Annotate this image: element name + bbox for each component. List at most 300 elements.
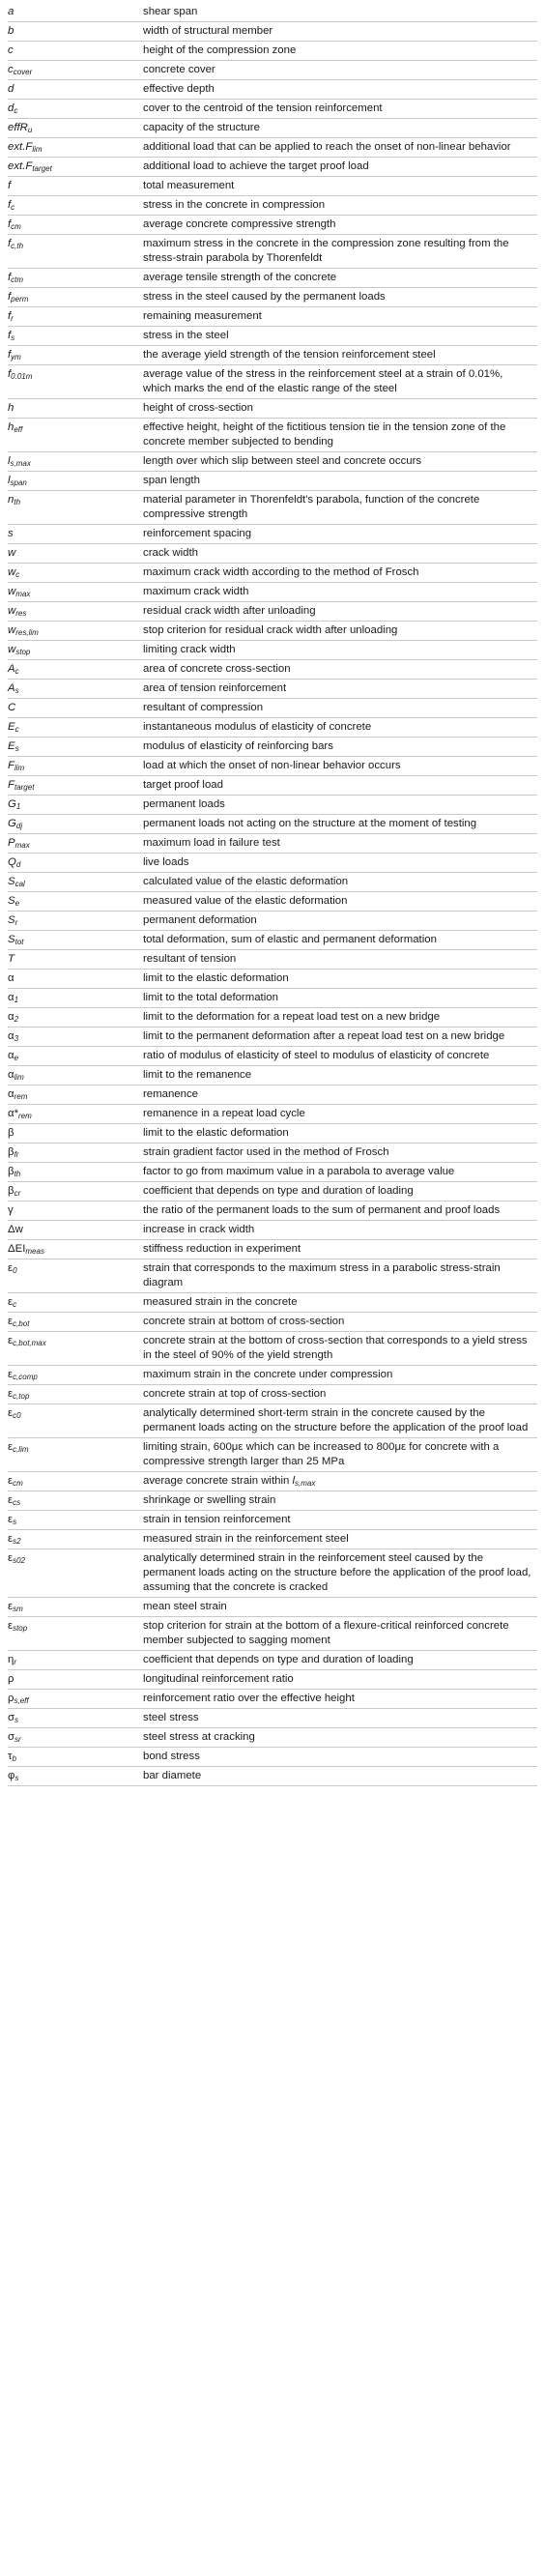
- symbol-base: w: [8, 566, 16, 578]
- definition-cell: [143, 177, 537, 196]
- symbol-base: f: [8, 180, 12, 191]
- notation-row: [8, 1143, 537, 1163]
- notation-row: [8, 1047, 537, 1066]
- definition-text: limiting crack width: [143, 644, 236, 655]
- symbol-cell: [8, 776, 143, 796]
- definition-text: width of structural member: [143, 25, 273, 37]
- notation-row: [8, 950, 537, 970]
- definition-text: resultant of tension: [143, 953, 237, 965]
- symbol-cell: [8, 622, 143, 641]
- symbol-cell: [8, 1293, 143, 1313]
- notation-row: [8, 1549, 537, 1598]
- symbol-subscript: d: [15, 860, 21, 869]
- definition-cell: [143, 1651, 537, 1670]
- definition-text: maximum crack width according to the method of Frosch: [143, 566, 419, 578]
- symbol-cell: [8, 1028, 143, 1047]
- symbol-base: F: [8, 760, 14, 771]
- symbol-base: ε: [8, 1601, 14, 1612]
- symbol-cell: [8, 1404, 143, 1438]
- definition-cell: [143, 1728, 537, 1748]
- symbol-subscript: cs: [13, 1498, 21, 1507]
- notation-row: [8, 1709, 537, 1728]
- symbol-cell: [8, 1651, 143, 1670]
- symbol-base: f: [8, 330, 12, 341]
- definition-cell: [143, 796, 537, 815]
- notation-row: [8, 1332, 537, 1366]
- symbol-base: S: [8, 876, 15, 887]
- definition-cell: [143, 235, 537, 269]
- symbol-subscript: c: [14, 106, 18, 115]
- symbol-cell: [8, 61, 143, 80]
- symbol-base: l: [8, 475, 11, 486]
- definition-cell: [143, 419, 537, 452]
- definition-cell: [143, 912, 537, 931]
- definition-text: maximum crack width: [143, 586, 249, 597]
- symbol-base: A: [8, 682, 15, 694]
- definition-cell: [143, 1748, 537, 1767]
- symbol-cell: [8, 525, 143, 544]
- symbol-subscript: lim: [14, 764, 25, 772]
- notation-row: [8, 269, 537, 288]
- symbol-cell: [8, 1085, 143, 1105]
- symbol-cell: [8, 699, 143, 718]
- symbol-subscript: c: [14, 725, 19, 734]
- symbol-cell: [8, 1438, 143, 1472]
- symbol-subscript: c: [11, 203, 15, 212]
- definition-text: strain gradient factor used in the method of Frosch: [143, 1146, 389, 1158]
- symbol-cell: [8, 544, 143, 564]
- symbol-base: ε: [8, 1441, 14, 1453]
- symbol-subscript: th: [14, 498, 21, 507]
- symbol-base: f: [8, 349, 12, 361]
- symbol-base: ε: [8, 1620, 14, 1632]
- symbol-subscript: target: [32, 164, 52, 173]
- definition-text: strain that corresponds to the maximum stress in a parabolic stress-strain diagram: [143, 1262, 501, 1288]
- symbol-cell: [8, 235, 143, 269]
- definition-text: cover to the centroid of the tension reinforcement: [143, 102, 383, 114]
- definition-cell: [143, 216, 537, 235]
- definition-text: load at which the onset of non-linear behavior occurs: [143, 760, 401, 771]
- definition-cell: [143, 1066, 537, 1085]
- symbol-base: ΔEI: [8, 1243, 26, 1255]
- symbol-cell: [8, 738, 143, 757]
- definition-cell: [143, 931, 537, 950]
- notation-row: [8, 1670, 537, 1690]
- notation-row: [8, 1066, 537, 1085]
- symbol-cell: [8, 1690, 143, 1709]
- symbol-base: α: [8, 1069, 14, 1081]
- symbol-base: ε: [8, 1316, 14, 1327]
- definition-cell: [143, 1240, 537, 1259]
- notation-row: [8, 327, 537, 346]
- symbol-cell: [8, 1221, 143, 1240]
- symbol-cell: [8, 1332, 143, 1366]
- symbol-base: α*: [8, 1108, 19, 1119]
- notation-row: [8, 544, 537, 564]
- definition-cell: [143, 1491, 537, 1511]
- notation-row: [8, 1651, 537, 1670]
- definition-cell: [143, 288, 537, 307]
- notation-row: [8, 1008, 537, 1028]
- symbol-subscript: s: [14, 686, 19, 695]
- symbol-subscript: c,top: [13, 1392, 30, 1401]
- symbol-base: S: [8, 895, 15, 907]
- notation-table: [8, 3, 537, 1786]
- symbol-cell: [8, 419, 143, 452]
- notation-row: [8, 970, 537, 989]
- symbol-base: α: [8, 1088, 14, 1100]
- definition-cell: [143, 1385, 537, 1404]
- definition-subscript: s,max: [295, 1479, 316, 1488]
- symbol-subscript: s: [13, 1518, 17, 1526]
- symbol-cell: [8, 472, 143, 491]
- symbol-cell: [8, 602, 143, 622]
- symbol-cell: [8, 346, 143, 365]
- definition-cell: [143, 892, 537, 912]
- symbol-base: β: [8, 1185, 14, 1197]
- symbol-subscript: c,comp: [13, 1373, 38, 1381]
- definition-cell: [143, 564, 537, 583]
- notation-row: [8, 1313, 537, 1332]
- notation-row: [8, 583, 537, 602]
- definition-cell: [143, 399, 537, 419]
- symbol-base: w: [8, 547, 16, 559]
- definition-text: average value of the stress in the reinforcement steel at a strain of 0.01%, which marks the end of the elastic range of the steel: [143, 368, 503, 394]
- definition-text: the ratio of the permanent loads to the sum of permanent and proof loads: [143, 1204, 501, 1216]
- symbol-cell: [8, 912, 143, 931]
- symbol-cell: [8, 1182, 143, 1201]
- definition-text: area of concrete cross-section: [143, 663, 291, 675]
- notation-row: [8, 622, 537, 641]
- definition-text: limit to the elastic deformation: [143, 972, 289, 984]
- symbol-base: w: [8, 624, 16, 636]
- notation-row: [8, 1201, 537, 1221]
- symbol-base: ext.F: [8, 141, 33, 153]
- definition-text: limit to the remanence: [143, 1069, 252, 1081]
- symbol-base: b: [8, 25, 14, 37]
- definition-text: height of the compression zone: [143, 44, 297, 56]
- symbol-cell: [8, 491, 143, 525]
- definition-text: total measurement: [143, 180, 235, 191]
- definition-text: maximum stress in the concrete in the compression zone resulting from the stress-strain parabola by Thorenfeldt: [143, 238, 509, 264]
- symbol-subscript: s,max: [10, 459, 31, 468]
- definition-text: crack width: [143, 547, 198, 559]
- symbol-subscript: s: [14, 1774, 19, 1782]
- symbol-base: ε: [8, 1388, 14, 1400]
- notation-row: [8, 1385, 537, 1404]
- notation-row: [8, 1105, 537, 1124]
- symbol-base: f: [8, 368, 12, 380]
- definition-cell: [143, 1511, 537, 1530]
- notation-row: [8, 1366, 537, 1385]
- symbol-cell: [8, 1105, 143, 1124]
- definition-text: reinforcement ratio over the effective height: [143, 1693, 355, 1704]
- definition-text: permanent loads not acting on the structure at the moment of testing: [143, 818, 477, 829]
- symbol-subscript: s: [11, 333, 15, 342]
- definition-cell: [143, 80, 537, 100]
- notation-row: [8, 399, 537, 419]
- definition-text: shrinkage or swelling strain: [143, 1494, 276, 1506]
- definition-cell: [143, 641, 537, 660]
- symbol-subscript: c,bot: [13, 1319, 30, 1328]
- definition-cell: [143, 1201, 537, 1221]
- definition-cell: [143, 1670, 537, 1690]
- definition-cell: [143, 699, 537, 718]
- symbol-base: ρ: [8, 1673, 14, 1685]
- definition-text: area of tension reinforcement: [143, 682, 287, 694]
- notation-row: [8, 491, 537, 525]
- symbol-cell: [8, 1047, 143, 1066]
- definition-text: limit to the permanent deformation after a repeat load test on a new bridge: [143, 1030, 505, 1042]
- symbol-base: f: [8, 218, 12, 230]
- symbol-subscript: 1: [14, 996, 19, 1004]
- symbol-subscript: r: [14, 918, 18, 927]
- symbol-base: c: [8, 64, 14, 75]
- symbol-cell: [8, 1617, 143, 1651]
- definition-text: instantaneous modulus of elasticity of concrete: [143, 721, 372, 733]
- symbol-base: h: [8, 421, 14, 433]
- definition-cell: [143, 680, 537, 699]
- symbol-subscript: c: [13, 1300, 17, 1309]
- notation-row: [8, 834, 537, 854]
- symbol-subscript: fr: [14, 1150, 19, 1159]
- definition-cell: [143, 1221, 537, 1240]
- notation-row: [8, 346, 537, 365]
- symbol-base: ε: [8, 1533, 14, 1545]
- definition-text: span length: [143, 475, 200, 486]
- symbol-subscript: stop: [15, 648, 31, 656]
- notation-row: [8, 873, 537, 892]
- symbol-base: ε: [8, 1552, 14, 1564]
- definition-cell: [143, 970, 537, 989]
- definition-text: average tensile strength of the concrete: [143, 272, 337, 283]
- notation-row: [8, 854, 537, 873]
- definition-cell: [143, 738, 537, 757]
- definition-text: concrete strain at the bottom of cross-section that corresponds to a yield stress in the steel of 90% of the yield strength: [143, 1335, 528, 1361]
- symbol-cell: [8, 1385, 143, 1404]
- definition-text: additional load to achieve the target proof load: [143, 160, 369, 172]
- symbol-base: P: [8, 837, 15, 849]
- definition-text: resultant of compression: [143, 702, 264, 713]
- symbol-subscript: stop: [13, 1624, 28, 1633]
- definition-text: concrete strain at bottom of cross-section: [143, 1316, 345, 1327]
- symbol-cell: [8, 1143, 143, 1163]
- symbol-subscript: max: [14, 841, 30, 850]
- symbol-subscript: s2: [13, 1537, 21, 1546]
- symbol-cell: [8, 42, 143, 61]
- notation-row: [8, 1617, 537, 1651]
- symbol-cell: [8, 583, 143, 602]
- symbol-base: η: [8, 1654, 14, 1665]
- symbol-cell: [8, 1728, 143, 1748]
- notation-row: [8, 288, 537, 307]
- definition-cell: [143, 452, 537, 472]
- notation-row: [8, 1511, 537, 1530]
- definition-text: target proof load: [143, 779, 223, 791]
- symbol-cell: [8, 1748, 143, 1767]
- definition-cell: [143, 718, 537, 738]
- symbol-cell: [8, 3, 143, 22]
- symbol-cell: [8, 100, 143, 119]
- notation-row: [8, 177, 537, 196]
- definition-cell: [143, 1404, 537, 1438]
- notation-row: [8, 757, 537, 776]
- symbol-cell: [8, 1491, 143, 1511]
- symbol-base: β: [8, 1127, 14, 1139]
- symbol-cell: [8, 1598, 143, 1617]
- notation-row: [8, 776, 537, 796]
- definition-cell: [143, 1549, 537, 1598]
- symbol-cell: [8, 989, 143, 1008]
- symbol-cell: [8, 564, 143, 583]
- symbol-subscript: cm: [13, 1479, 23, 1488]
- symbol-cell: [8, 1709, 143, 1728]
- notation-row: [8, 1438, 537, 1472]
- symbol-base: S: [8, 934, 15, 945]
- definition-text: length over which slip between steel and concrete occurs: [143, 455, 422, 467]
- notation-table-body: [8, 3, 537, 1786]
- symbol-base: ρ: [8, 1693, 14, 1704]
- definition-text: concrete cover: [143, 64, 215, 75]
- notation-row: [8, 1163, 537, 1182]
- definition-text: capacity of the structure: [143, 122, 260, 133]
- symbol-cell: [8, 269, 143, 288]
- definition-cell: [143, 1182, 537, 1201]
- definition-cell: [143, 307, 537, 327]
- symbol-cell: [8, 950, 143, 970]
- symbol-cell: [8, 680, 143, 699]
- symbol-base: h: [8, 402, 14, 414]
- symbol-cell: [8, 327, 143, 346]
- symbol-cell: [8, 80, 143, 100]
- notation-row: [8, 989, 537, 1008]
- definition-cell: [143, 1085, 537, 1105]
- definition-text: measured strain in the concrete: [143, 1296, 298, 1308]
- definition-text: reinforcement spacing: [143, 528, 252, 539]
- definition-cell: [143, 1690, 537, 1709]
- notation-row: [8, 365, 537, 399]
- definition-cell: [143, 1366, 537, 1385]
- symbol-base: G: [8, 818, 16, 829]
- symbol-subscript: e: [14, 899, 20, 908]
- symbol-base: T: [8, 953, 14, 965]
- definition-cell: [143, 327, 537, 346]
- definition-cell: [143, 158, 537, 177]
- definition-text: stop criterion for strain at the bottom of a flexure-critical reinforced concrete member subjected to sagging moment: [143, 1620, 509, 1646]
- definition-cell: [143, 622, 537, 641]
- definition-cell: [143, 1332, 537, 1366]
- notation-row: [8, 158, 537, 177]
- notation-row: [8, 1598, 537, 1617]
- symbol-subscript: target: [14, 783, 35, 792]
- definition-text: stiffness reduction in experiment: [143, 1243, 301, 1255]
- notation-row: [8, 564, 537, 583]
- definition-text: factor to go from maximum value in a parabola to average value: [143, 1166, 455, 1177]
- definition-text: stress in the steel caused by the permanent loads: [143, 291, 386, 303]
- definition-text: modulus of elasticity of reinforcing bars: [143, 740, 333, 752]
- definition-cell: [143, 138, 537, 158]
- notation-row: [8, 216, 537, 235]
- definition-cell: [143, 854, 537, 873]
- definition-text: measured strain in the reinforcement steel: [143, 1533, 349, 1545]
- symbol-base: f: [8, 199, 12, 211]
- definition-cell: [143, 757, 537, 776]
- symbol-cell: [8, 1259, 143, 1293]
- definition-text: additional load that can be applied to reach the onset of non-linear behavior: [143, 141, 511, 153]
- symbol-base: E: [8, 721, 15, 733]
- symbol-subscript: meas: [25, 1247, 44, 1256]
- symbol-cell: [8, 854, 143, 873]
- definition-text: coefficient that depends on type and duration of loading: [143, 1654, 414, 1665]
- definition-cell: [143, 491, 537, 525]
- notation-row: [8, 718, 537, 738]
- definition-cell: [143, 1472, 537, 1491]
- definition-cell: [143, 365, 537, 399]
- notation-row: [8, 22, 537, 42]
- symbol-base: σ: [8, 1712, 15, 1723]
- symbol-base: f: [8, 272, 12, 283]
- definition-text: remanence in a repeat load cycle: [143, 1108, 305, 1119]
- definition-cell: [143, 61, 537, 80]
- symbol-subscript: tot: [14, 938, 24, 946]
- symbol-subscript: max: [15, 590, 31, 598]
- symbol-cell: [8, 1163, 143, 1182]
- symbol-subscript: res: [15, 609, 27, 618]
- symbol-subscript: sr: [14, 1735, 21, 1744]
- symbol-base: σ: [8, 1731, 15, 1743]
- symbol-cell: [8, 1240, 143, 1259]
- symbol-cell: [8, 1201, 143, 1221]
- definition-cell: [143, 119, 537, 138]
- definition-cell: [143, 1617, 537, 1651]
- definition-cell: [143, 989, 537, 1008]
- symbol-cell: [8, 196, 143, 216]
- definition-cell: [143, 196, 537, 216]
- symbol-base: φ: [8, 1770, 15, 1781]
- definition-text: the average yield strength of the tension reinforcement steel: [143, 349, 436, 361]
- definition-text: steel stress: [143, 1712, 199, 1723]
- symbol-subscript: c: [14, 667, 19, 676]
- symbol-subscript: c,bot,max: [13, 1339, 46, 1347]
- symbol-base: Q: [8, 856, 16, 868]
- symbol-cell: [8, 1549, 143, 1598]
- symbol-base: α: [8, 1030, 14, 1042]
- symbol-cell: [8, 452, 143, 472]
- symbol-cell: [8, 931, 143, 950]
- definition-text: mean steel strain: [143, 1601, 227, 1612]
- symbol-subscript: s: [14, 1716, 19, 1724]
- definition-text: longitudinal reinforcement ratio: [143, 1673, 294, 1685]
- symbol-cell: [8, 288, 143, 307]
- symbol-subscript: perm: [11, 295, 29, 304]
- symbol-subscript: s02: [13, 1556, 25, 1565]
- symbol-subscript: th: [14, 1170, 21, 1178]
- symbol-subscript: eff: [14, 425, 23, 434]
- definition-cell: [143, 22, 537, 42]
- symbol-cell: [8, 1767, 143, 1786]
- notation-row: [8, 307, 537, 327]
- symbol-cell: [8, 641, 143, 660]
- symbol-base: f: [8, 291, 12, 303]
- symbol-base: A: [8, 663, 15, 675]
- definition-cell: [143, 269, 537, 288]
- symbol-subscript: lim: [14, 1073, 24, 1082]
- definition-text: bond stress: [143, 1751, 200, 1762]
- symbol-subscript: b: [12, 1754, 16, 1763]
- definition-cell: [143, 1293, 537, 1313]
- definition-text: increase in crack width: [143, 1224, 255, 1235]
- symbol-base: F: [8, 779, 14, 791]
